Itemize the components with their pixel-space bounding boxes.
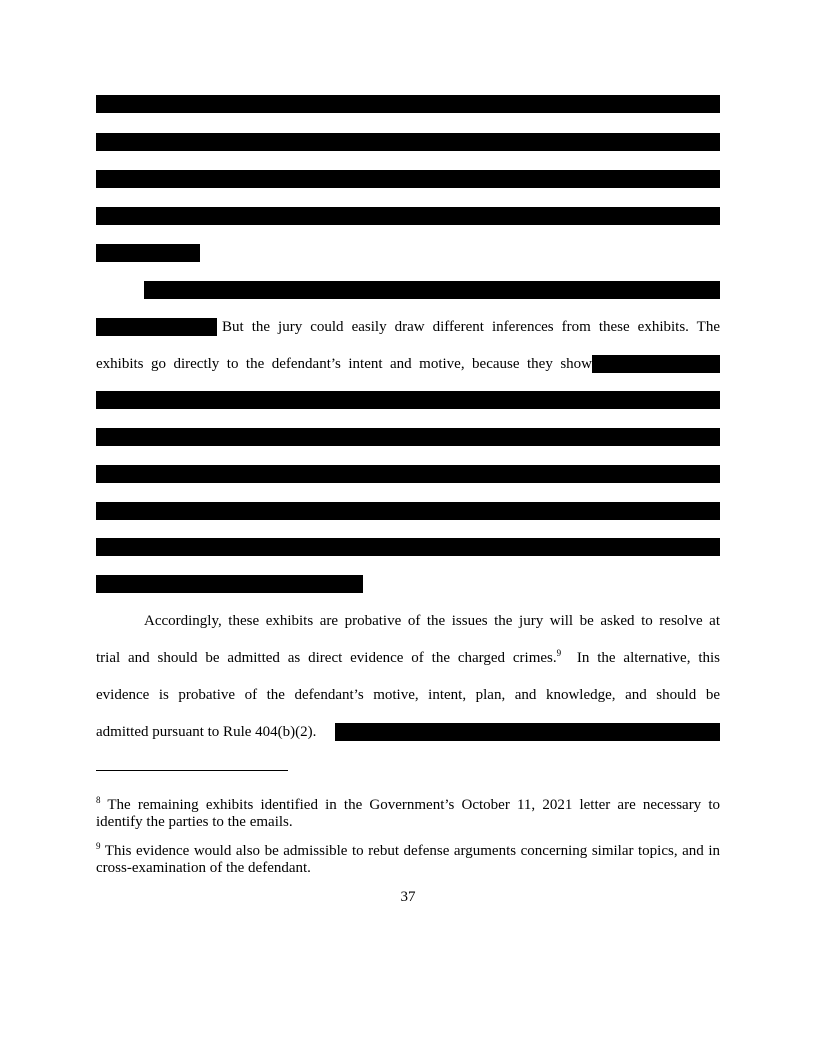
redaction-bar [96, 575, 363, 593]
footnote-number: 9 [96, 841, 101, 851]
redaction-bar [592, 355, 720, 373]
body-text-line: admitted pursuant to Rule 404(b)(2). [96, 724, 317, 740]
footnote-text: This evidence would also be admissible to rebut defense arguments concerning similar topics, and in cross-examination of the defendant. [96, 843, 721, 876]
footnote-8 [96, 797, 720, 831]
footnote-number: 8 [96, 795, 101, 805]
footnote-text: The remaining exhibits identified in the Government’s October 11, 2021 letter are necessary to identify the parties to the emails. [96, 797, 721, 830]
redaction-bar [96, 244, 200, 262]
body-text-line: But the jury could easily draw different inferences from these exhibits. The [222, 319, 720, 335]
body-text-line: Accordingly, these exhibits are probative of the issues the jury will be asked to resolve at [144, 613, 720, 629]
footnote-ref[interactable]: 9 [556, 648, 562, 658]
redaction-bar [96, 318, 217, 336]
redaction-bar [335, 723, 720, 741]
redaction-bar [96, 170, 720, 188]
redaction-bar [96, 538, 720, 556]
redaction-bar [96, 95, 720, 113]
redaction-bar [96, 428, 720, 446]
body-text-line: evidence is probative of the defendant’s motive, intent, plan, and knowledge, and should be [96, 687, 720, 703]
footnote-9 [96, 843, 720, 877]
redaction-bar [144, 281, 720, 299]
redaction-bar [96, 502, 720, 520]
redaction-bar [96, 465, 720, 483]
redaction-bar [96, 207, 720, 225]
footnote-separator [96, 770, 288, 771]
body-text-line [96, 649, 720, 667]
body-text-line: exhibits go directly to the defendant’s intent and motive, because they show [96, 356, 592, 372]
body-text: In the alternative, this [576, 650, 721, 666]
body-text: trial and should be admitted as direct evidence of the charged crimes. [96, 650, 557, 666]
redaction-bar [96, 133, 720, 151]
page-number: 37 [400, 889, 416, 905]
redaction-bar [96, 391, 720, 409]
